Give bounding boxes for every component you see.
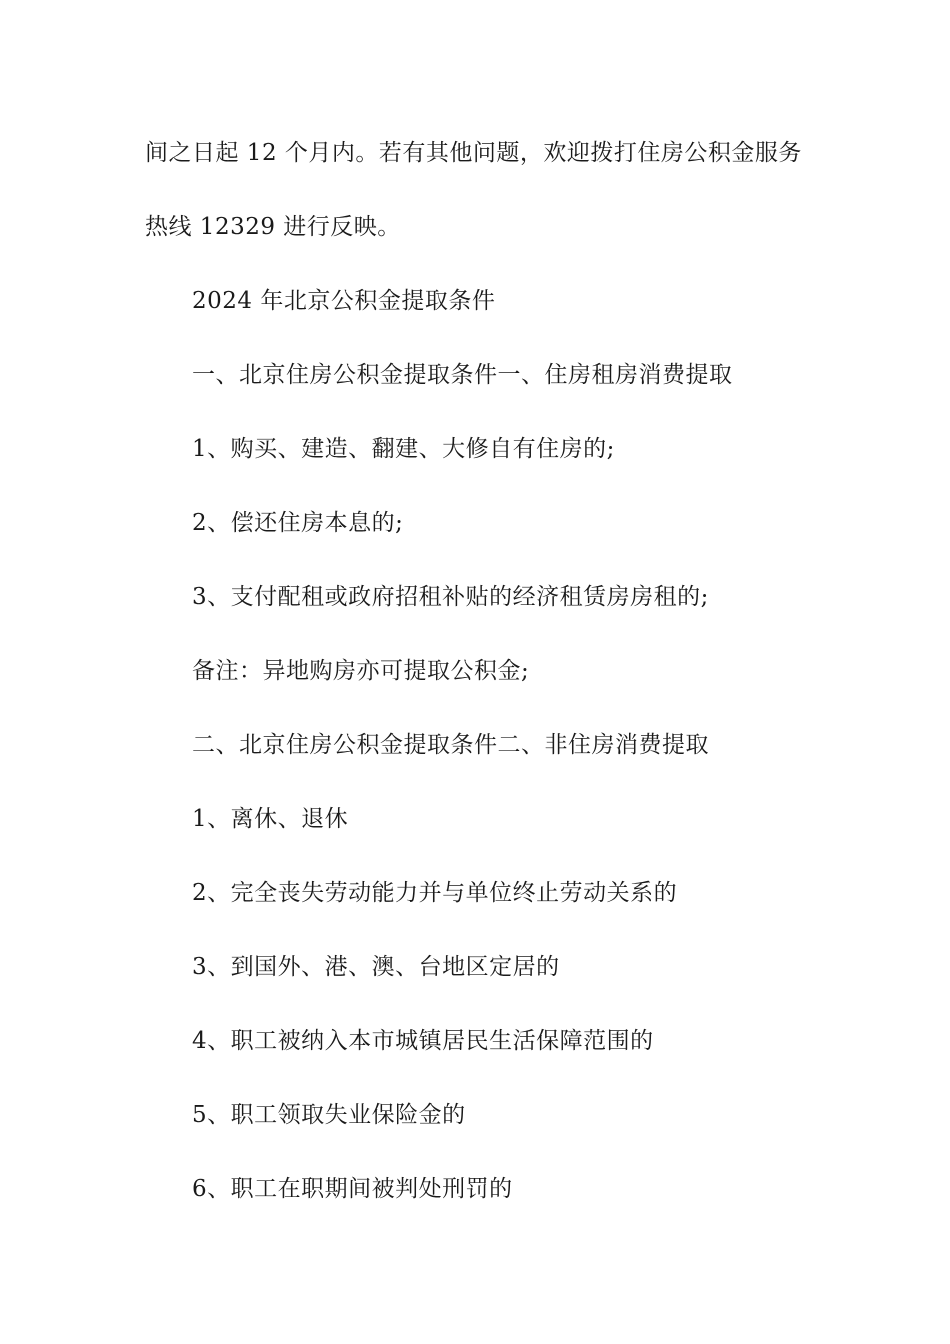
list-item: 5、职工领取失业保险金的 <box>192 1102 466 1128</box>
list-item: 3、支付配租或政府招租补贴的经济租赁房房租的; <box>192 584 709 610</box>
section-title: 2024 年北京公积金提取条件 <box>192 288 496 314</box>
list-item: 2、偿还住房本息的; <box>192 510 404 536</box>
list-item: 1、购买、建造、翻建、大修自有住房的; <box>192 436 615 462</box>
heading-condition-two: 二、北京住房公积金提取条件二、非住房消费提取 <box>192 732 709 758</box>
note-line: 备注：异地购房亦可提取公积金; <box>192 658 530 684</box>
list-item: 6、职工在职期间被判处刑罚的 <box>192 1176 513 1202</box>
list-item: 2、完全丧失劳动能力并与单位终止劳动关系的 <box>192 880 678 906</box>
list-item: 3、到国外、港、澳、台地区定居的 <box>192 954 560 980</box>
paragraph-continuation-line-2: 热线 12329 进行反映。 <box>145 214 401 240</box>
heading-condition-one: 一、北京住房公积金提取条件一、住房租房消费提取 <box>192 362 733 388</box>
list-item: 4、职工被纳入本市城镇居民生活保障范围的 <box>192 1028 654 1054</box>
paragraph-continuation-line-1: 间之日起 12 个月内。若有其他问题，欢迎拨打住房公积金服务 <box>145 140 802 166</box>
list-item: 1、离休、退休 <box>192 806 349 832</box>
